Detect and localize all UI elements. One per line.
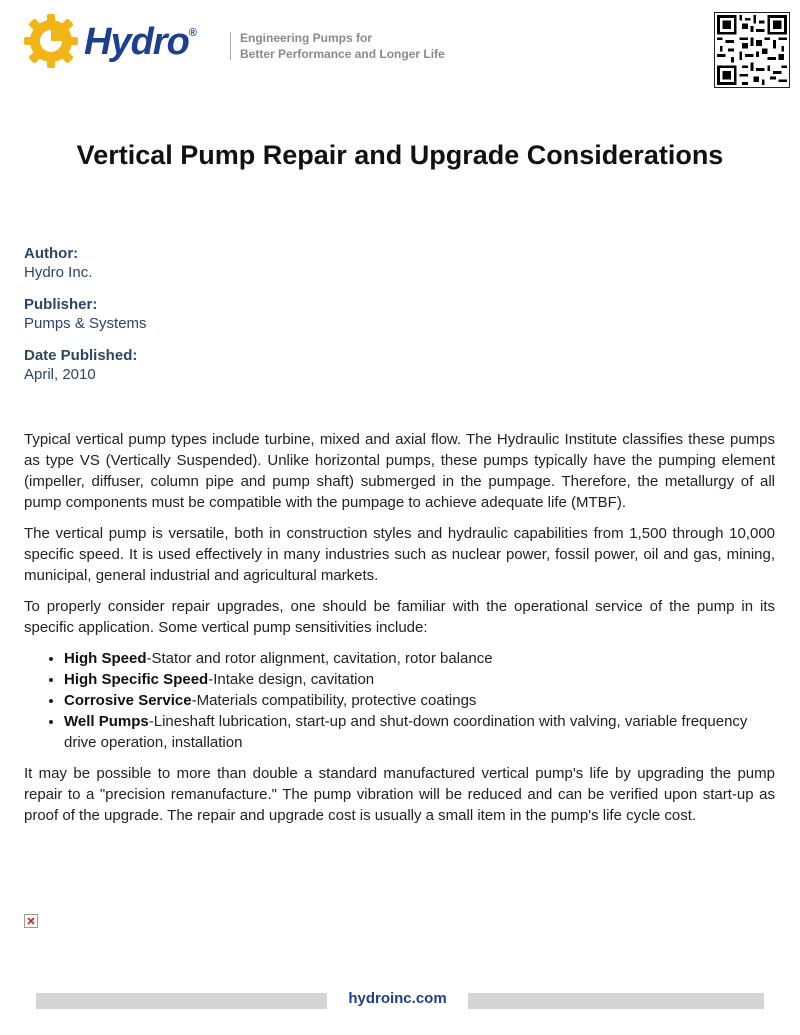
article-body bbox=[24, 429, 775, 836]
paragraph-2: The vertical pump is versatile, both in construction styles and hydraulic capabilities from 1,500 through 10,000 specific speed. It is used effectively in many industries such as nuclear power, fossil power, oil and gas, mining, municipal, general industrial and agricultural markets. bbox=[24, 525, 775, 584]
list-item-term: High Speed bbox=[64, 650, 147, 667]
tagline-line-2: Better Performance and Longer Life bbox=[240, 47, 445, 61]
footer-bar-left bbox=[36, 993, 327, 1009]
list-item-term: Well Pumps bbox=[64, 713, 149, 730]
list-item-text: -Stator and rotor alignment, cavitation, rotor balance bbox=[146, 650, 493, 667]
article-meta bbox=[24, 244, 424, 397]
list-item bbox=[64, 648, 775, 669]
publisher-value: Pumps & Systems bbox=[24, 315, 147, 332]
author-label: Author: bbox=[24, 245, 79, 262]
footer-website-link[interactable]: hydroinc.com bbox=[348, 990, 447, 1007]
broken-image-icon bbox=[24, 914, 38, 928]
hydro-logo-icon bbox=[22, 12, 80, 70]
paragraph-1: Typical vertical pump types include turbine, mixed and axial flow. The Hydraulic Institute classifies these pumps as type VS (Vertically Suspended). Unlike horizontal pumps, these pumps typically have the pumping element (impeller, diffuser, column pipe and pump shaft) submerged in the pumpage. Therefore, the metallurgy of all pump components must be compatible with the pumpage to achieve adequate life (MTBF). bbox=[24, 431, 775, 511]
list-item bbox=[64, 669, 775, 690]
sensitivities-list bbox=[24, 648, 775, 753]
logo-text: Hydro bbox=[84, 21, 189, 63]
date-value: April, 2010 bbox=[24, 366, 96, 383]
footer-bar-right bbox=[468, 993, 764, 1009]
tagline-line-1: Engineering Pumps for bbox=[240, 31, 373, 45]
author-value: Hydro Inc. bbox=[24, 264, 93, 281]
qr-code-icon bbox=[714, 12, 790, 88]
list-item-text: -Lineshaft lubrication, start-up and shut-down coordination with valving, variable frequency drive operation, installation bbox=[64, 713, 748, 751]
paragraph-4: It may be possible to more than double a standard manufactured vertical pump's life by upgrading the pump repair to a "precision remanufacture." The pump vibration will be reduced and can be verified upon start-up as proof of the upgrade. The repair and upgrade cost is usually a small item in the pump's life cycle cost. bbox=[24, 765, 775, 824]
logo-wordmark bbox=[84, 21, 196, 64]
registered-mark: ® bbox=[188, 27, 196, 40]
date-label: Date Published: bbox=[24, 347, 138, 364]
list-item-term: Corrosive Service bbox=[64, 692, 192, 709]
header bbox=[22, 12, 782, 87]
tagline-divider bbox=[230, 32, 231, 60]
list-item-text: -Materials compatibility, protective coatings bbox=[191, 692, 477, 709]
list-item bbox=[64, 711, 775, 753]
page-title: Vertical Pump Repair and Upgrade Considerations bbox=[76, 140, 724, 170]
tagline bbox=[240, 30, 445, 62]
list-item-term: High Specific Speed bbox=[64, 671, 209, 688]
list-item bbox=[64, 690, 775, 711]
list-item-text: -Intake design, cavitation bbox=[208, 671, 375, 688]
footer bbox=[36, 992, 764, 1010]
publisher-label: Publisher: bbox=[24, 296, 98, 313]
paragraph-3: To properly consider repair upgrades, one should be familiar with the operational service of the pump in its specific application. Some vertical pump sensitivities include: bbox=[24, 598, 775, 636]
